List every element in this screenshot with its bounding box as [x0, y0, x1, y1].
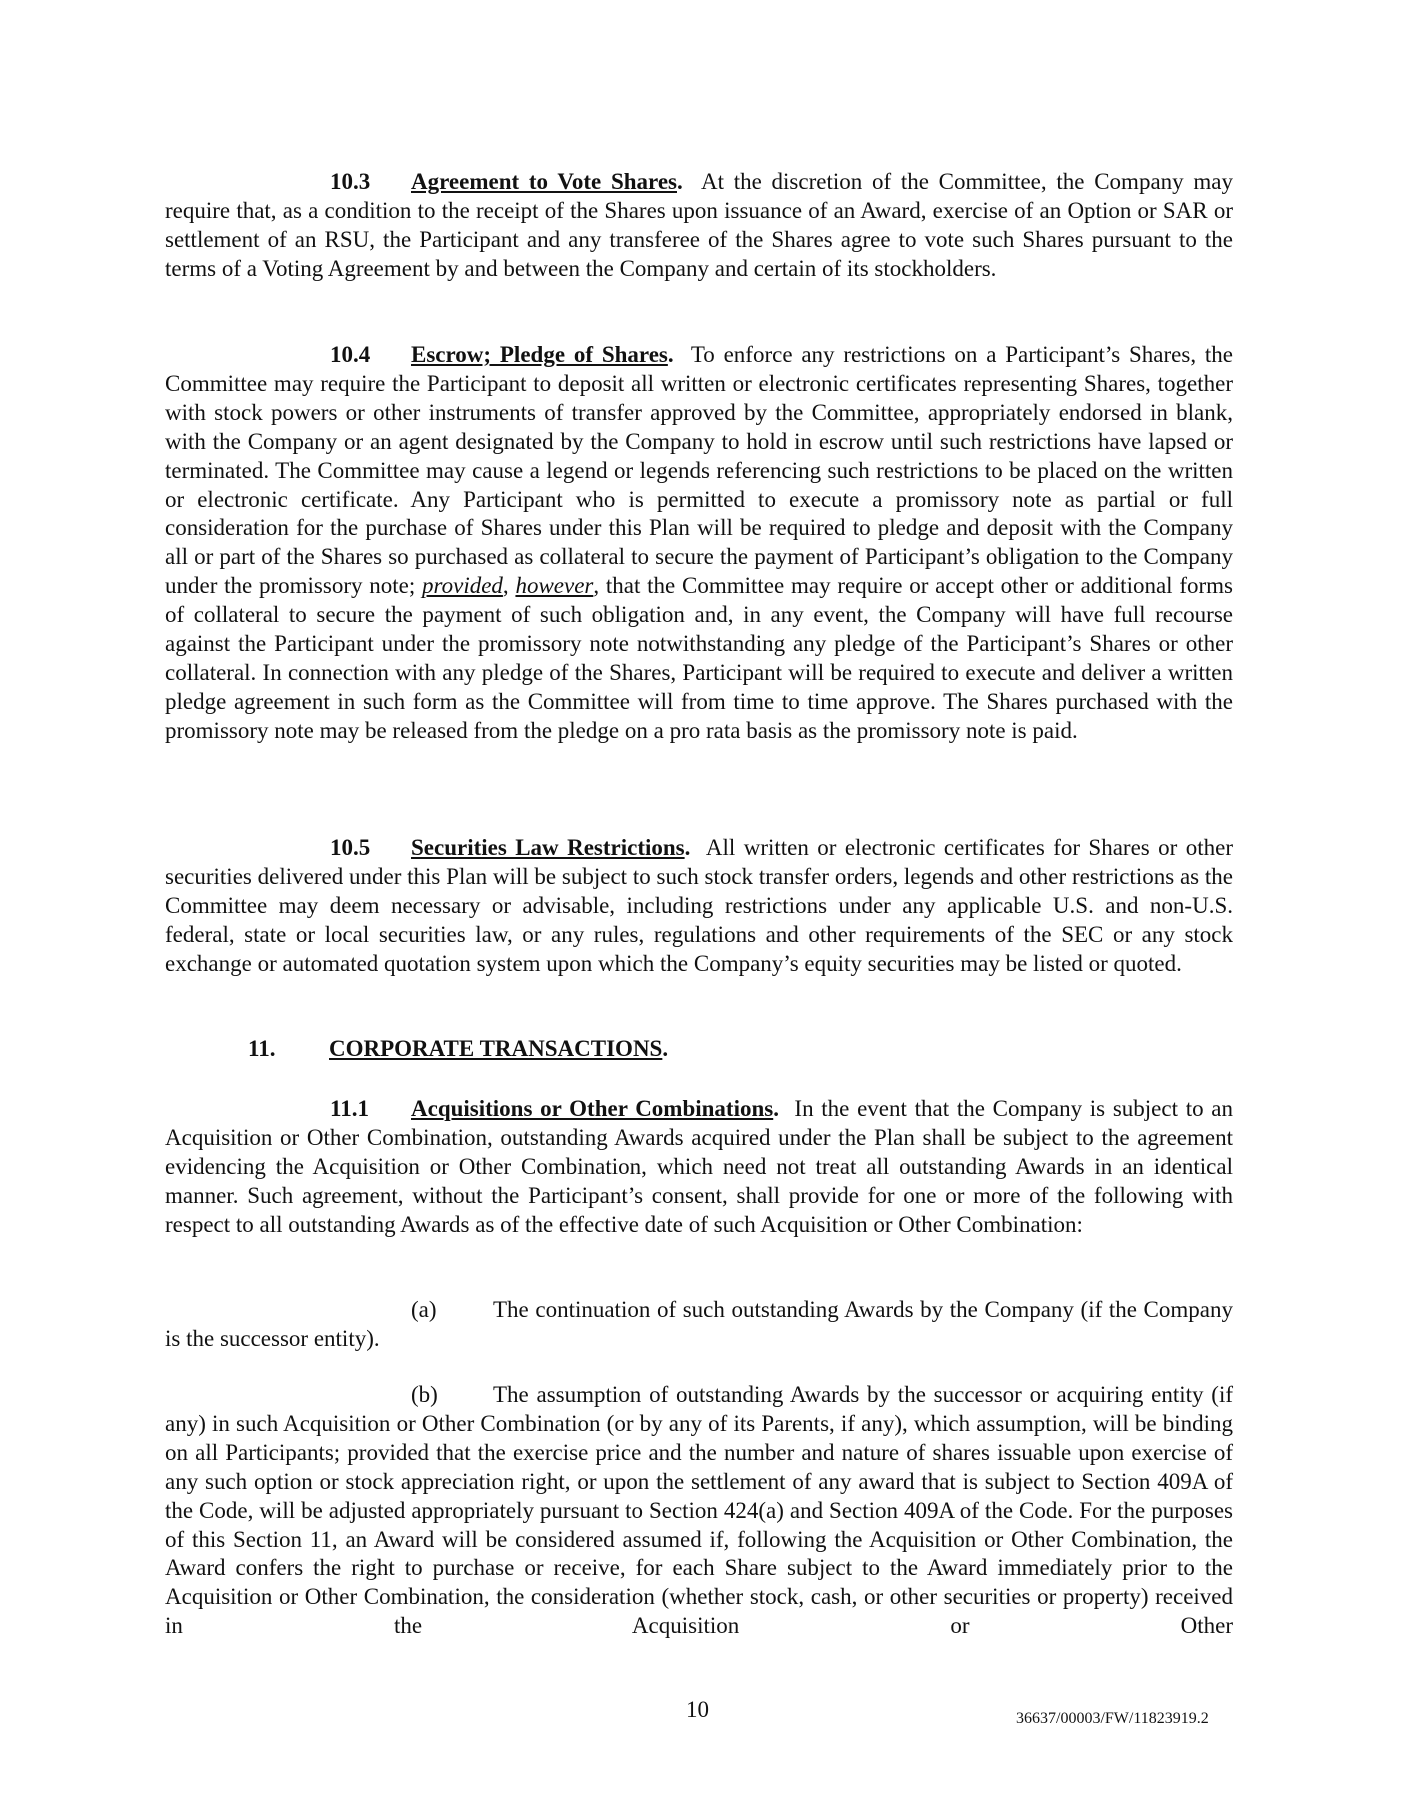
section-10-4: 10.4 Escrow; Pledge of Shares. To enforce any restrictions on a Participant’s Shares, the Committee may require the Participant to deposit all written or electronic certificates representing Shares, together with stock powers or other instruments of transfer approved by the Committee, appropriately endorsed in blank, with the Company or an agent designated by the Company to hold in escrow until such restrictions have lapsed or terminated. The Committee may cause a legend or legends referencing such restrictions to be placed on the written or electronic certificate. Any Participant who is permitted to execute a promissory note as partial or full consideration for the purchase of Shares under this Plan will be required to pledge and deposit with the Company all or part of the Shares so purchased as collateral to secure the payment of Participant’s obligation to the Company under the promissory note; provided, however, that the Committee may require or accept other or additional forms of collateral to secure the payment of such obligation and, in any event, the Company will have full recourse against the Participant under the promissory note notwithstanding any pledge of the Participant’s Shares or other collateral. In connection with any pledge of the Shares, Participant will be required to execute and deliver a written pledge agreement in such form as the Committee will from time to time approve. The Shares purchased with the promissory note may be released from the pledge on a pro rata basis as the promissory note is paid.: [165, 342, 1233, 743]
clause-text: The assumption of outstanding Awards by the successor or acquiring entity (if any) in such Acquisition or Other Combination (or by any of its Parents, if any), which assumption, will be binding on all Participants; provided that the exercise price and the number and nature of shares issuable upon exercise of any such option or stock appreciation right, or upon the settlement of any award that is subject to Section 409A of the Code, will be adjusted appropriately pursuant to Section 424(a) and Section 409A of the Code. For the purposes of this Section 11, an Award will be considered assumed if, following the Acquisition or Other Combination, the Award confers the right to purchase or receive, for each Share subject to the Award immediately prior to the Acquisition or Other Combination, the consideration (whether stock, cash, or other securities or property) received in the Acquisition or Other: [165, 1382, 1233, 1639]
section-heading: Acquisitions or Other Combinations: [411, 1096, 774, 1121]
clause-a: [165, 1296, 1233, 1354]
clause-text: The continuation of such outstanding Awards by the Company (if the Company is the successor entity).: [165, 1297, 1233, 1351]
section-11-1: 11.1 Acquisitions or Other Combinations. In the event that the Company is subject to an Acquisition or Other Combination, outstanding Awards acquired under the Plan shall be subject to the agreement evidencing the Acquisition or Other Combination, which need not treat all outstanding Awards in an identical manner. Such agreement, without the Participant’s consent, shall provide for one or more of the following with respect to all outstanding Awards as of the effective date of such Acquisition or Other Combination:: [165, 1096, 1234, 1237]
clause-label: (a): [411, 1297, 437, 1322]
section-text: In the event that the Company is subject to an Acquisition or Other Combination, outstanding Awards acquired under the Plan shall be subject to the agreement evidencing the Acquisition or Other Combination, which need not treat all outstanding Awards in an identical manner. Such agreement, without the Participant’s consent, shall provide for one or more of the following with respect to all outstanding Awards as of the effective date of such Acquisition or Other Combination:: [165, 1096, 1234, 1237]
section-10-3: 10.3 Agreement to Vote Shares. At the discretion of the Committee, the Company may require that, as a condition to the receipt of the Shares upon issuance of an Award, exercise of an Option or SAR or settlement of an RSU, the Participant and any transferee of the Shares agree to vote such Shares pursuant to the terms of a Voting Agreement by and between the Company and certain of its stockholders.: [165, 169, 1233, 281]
provided-term: provided: [422, 573, 503, 599]
section-heading: Securities Law Restrictions: [411, 835, 685, 860]
section-heading: Agreement to Vote Shares: [411, 169, 677, 194]
section-number: 11.: [248, 1036, 276, 1061]
section-text-cont: , that the Committee may require or accept other or additional forms of collateral to secure the payment of such obligation and, in any event, the Company will have full recourse against the Participant under the promissory note notwithstanding any pledge of the Participant’s Shares or other collateral. In connection with any pledge of the Shares, Participant will be required to execute and deliver a written pledge agreement in such form as the Committee will from time to time approve. The Shares purchased with the promissory note may be released from the pledge on a pro rata basis as the promissory note is paid.: [165, 573, 1233, 743]
section-number: 10.5: [330, 835, 371, 860]
section-11: 11. CORPORATE TRANSACTIONS.: [165, 1035, 1233, 1064]
document-id: 36637/00003/FW/11823919.2: [1016, 1710, 1209, 1727]
section-number: 10.3: [330, 169, 371, 194]
section-heading: Escrow; Pledge of Shares: [411, 342, 668, 367]
section-heading: CORPORATE TRANSACTIONS: [329, 1036, 663, 1061]
clause-label: (b): [411, 1382, 438, 1407]
however-term: however: [515, 573, 594, 599]
clause-b: [165, 1381, 1233, 1641]
section-text: To enforce any restrictions on a Participant’s Shares, the Committee may require the Participant to deposit all written or electronic certificates representing Shares, together with stock powers or other instruments of transfer approved by the Committee, appropriately endorsed in blank, with the Company or an agent designated by the Company to hold in escrow until such restrictions have lapsed or terminated. The Committee may cause a legend or legends referencing such restrictions to be placed on the written or electronic certificate. Any Participant who is permitted to execute a promissory note as partial or full consideration for the purchase of Shares under this Plan will be required to pledge and deposit with the Company all or part of the Shares so purchased as collateral to secure the payment of Participant’s obligation to the Company under the promissory note;: [165, 342, 1233, 599]
section-text: All written or electronic certificates for Shares or other securities delivered under this Plan will be subject to such stock transfer orders, legends and other restrictions as the Committee may deem necessary or advisable, including restrictions under any applicable U.S. and non-U.S. federal, state or local securities law, or any rules, regulations and other requirements of the SEC or any stock exchange or automated quotation system upon which the Company’s equity securities may be listed or quoted.: [165, 835, 1233, 976]
section-number: 10.4: [330, 342, 371, 367]
section-10-5: 10.5 Securities Law Restrictions. All written or electronic certificates for Shares or other securities delivered under this Plan will be subject to such stock transfer orders, legends and other restrictions as the Committee may deem necessary or advisable, including restrictions under any applicable U.S. and non-U.S. federal, state or local securities law, or any rules, regulations and other requirements of the SEC or any stock exchange or automated quotation system upon which the Company’s equity securities may be listed or quoted.: [165, 835, 1233, 976]
page-number: 10: [686, 1697, 709, 1722]
section-number: 11.1: [330, 1096, 369, 1121]
section-text: At the discretion of the Committee, the Company may require that, as a condition to the receipt of the Shares upon issuance of an Award, exercise of an Option or SAR or settlement of an RSU, the Participant and any transferee of the Shares agree to vote such Shares pursuant to the terms of a Voting Agreement by and between the Company and certain of its stockholders.: [165, 169, 1233, 281]
